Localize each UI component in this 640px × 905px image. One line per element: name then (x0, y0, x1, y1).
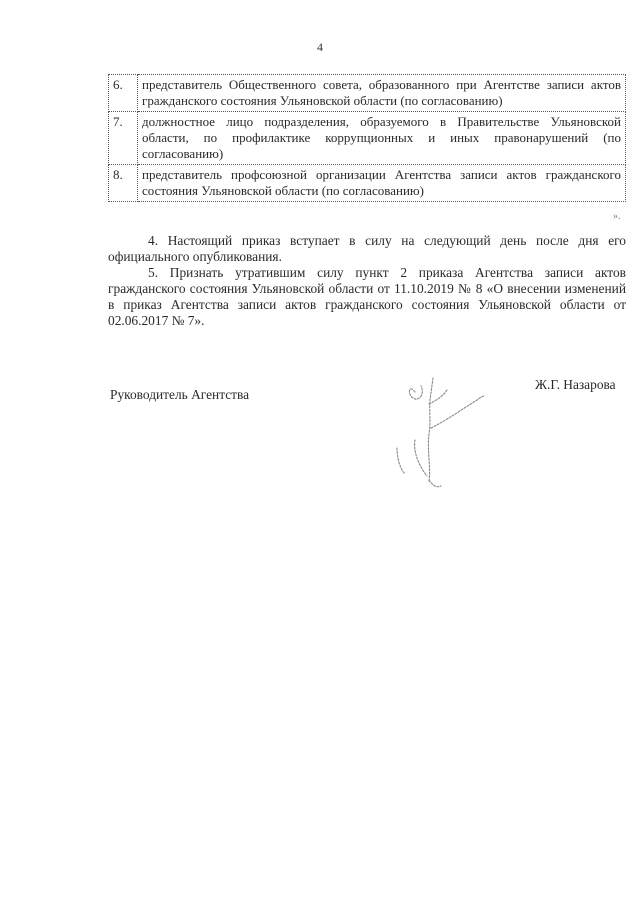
handwritten-signature (385, 370, 505, 500)
table-row (109, 165, 626, 202)
row-text: должностное лицо подразделения, образуемого в Правительстве Ульяновской области, по профилактике коррупционных и иных правонарушений (по согласованию) (138, 112, 626, 165)
table-row (109, 112, 626, 165)
row-text: представитель профсоюзной организации Агентства записи актов гражданского состояния Ульяновской области (по согласованию) (138, 165, 626, 202)
table-row (109, 75, 626, 112)
page-number: 4 (317, 40, 323, 54)
signatory-name: Ж.Г. Назарова (535, 377, 616, 392)
row-number: 7. (109, 112, 138, 165)
row-number: 6. (109, 75, 138, 112)
order-clauses (108, 233, 626, 329)
row-number: 8. (109, 165, 138, 202)
commission-members-table (108, 74, 626, 202)
table-end-mark: ». (613, 211, 621, 222)
signatory-title: Руководитель Агентства (110, 387, 250, 402)
clause-5: 5. Признать утратившим силу пункт 2 приказа Агентства записи актов гражданского состояния Ульяновской области от 11.10.2019 № 8 «О внесении изменений в приказ Агентства записи актов гражданского состояния Ульяновской области от 02.06.2017 № 7». (108, 265, 626, 328)
row-text: представитель Общественного совета, образованного при Агентстве записи актов гражданского состояния Ульяновской области (по согласованию) (138, 75, 626, 112)
clause-4: 4. Настоящий приказ вступает в силу на следующий день после дня его официального опубликования. (108, 233, 626, 264)
